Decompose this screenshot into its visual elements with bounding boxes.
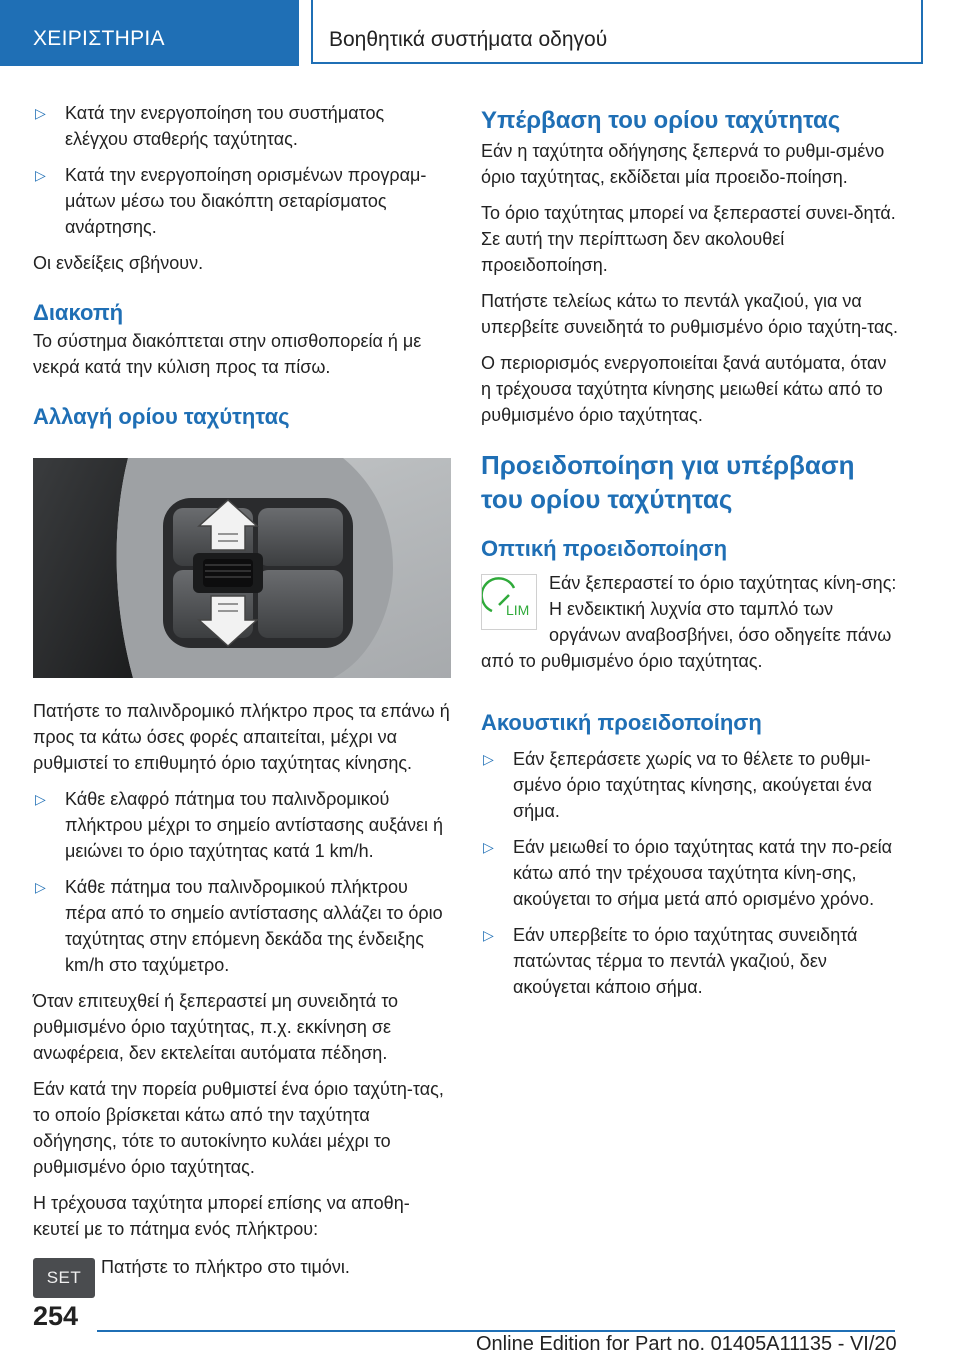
bullet-triangle-icon: ▷ <box>483 751 494 767</box>
header-section-tab <box>0 0 299 66</box>
list-item <box>33 100 451 152</box>
bullet-triangle-icon: ▷ <box>483 839 494 855</box>
warning-heading: Προειδοποίηση για υπέρβαση του ορίου ταχύτητας <box>481 450 855 514</box>
exceed-paragraph-4: Ο περιορισμός ενεργοποιείται ξανά αυτόματα, όταν η τρέχουσα ταχύτητα κίνησης μειωθεί κάτω από το ρυθμισμένο όριο ταχύτητας. <box>481 353 887 425</box>
steering-rocker-illustration <box>33 458 451 678</box>
bullet-triangle-icon: ▷ <box>483 927 494 943</box>
list-item <box>33 874 451 978</box>
footer-edition: Online Edition for Part no. 01405A11135 - VI/20 <box>476 1333 897 1355</box>
header-chapter-title: Βοηθητικά συστήματα οδηγού <box>329 28 608 51</box>
header-section-title: ΧΕΙΡΙΣΤΗΡΙΑ <box>33 27 165 50</box>
set-key-icon <box>33 1258 95 1298</box>
speed-limiter-icon <box>482 575 536 629</box>
list-item-text: Κατά την ενεργοποίηση του συστήματος ελέγχου σταθερής ταχύτητας. <box>65 103 385 149</box>
paragraph-store-speed: Η τρέχουσα ταχύτητα μπορεί επίσης να αποθη‐κευτεί με το πάτημα ενός πλήκτρου: <box>33 1193 410 1239</box>
visual-warning-text: Εάν ξεπεραστεί το όριο ταχύτητας κίνη‐σης: Η ενδεικτική λυχνία στο ταμπλό των οργάνων αναβοσβήνει, όσο οδηγείτε πάνω από το ρυθμισμένο όριο ταχύτητας. <box>481 573 897 671</box>
list-item <box>33 786 451 864</box>
exceed-paragraph-2: Το όριο ταχύτητας μπορεί να ξεπεραστεί συνει‐δητά. Σε αυτή την περίπτωση δεν ακολουθεί προειδοποίηση. <box>481 203 896 275</box>
press-rocker-text: Πατήστε το παλινδρομικό πλήκτρο προς τα επάνω ή προς τα κάτω όσες φορές απαιτείται, μέχρι να ρυθμιστεί το επιθυμητό όριο ταχύτητας κίνησης. <box>33 701 450 773</box>
list-item-text: Κάθε ελαφρό πάτημα του παλινδρομικού πλήκτρου μέχρι το σημείο αντίστασης αυξάνει ή μειώνει το όριο ταχύτητας κατά 1 km/h. <box>65 789 444 861</box>
change-limit-heading: Αλλαγή ορίου ταχύτητας <box>33 404 290 429</box>
set-key-label: SET <box>46 1268 82 1287</box>
paragraph-no-braking: Όταν επιτευχθεί ή ξεπεραστεί μη συνειδητά το ρυθμισμένο όριο ταχύτητας, π.χ. εκκίνηση σε ανωφέρεια, δεν εκτελείται αυτόματα πέδηση. <box>33 991 399 1063</box>
interruption-heading: Διακοπή <box>33 300 124 325</box>
list-item-text: Εάν μειωθεί το όριο ταχύτητας κατά την πο‐ρεία κάτω από την τρέχουσα ταχύτητα κίνη‐σης, ακούγεται το σήμα μετά από ορισμένο χρόνο. <box>513 837 893 909</box>
visual-warning-heading: Οπτική προειδοποίηση <box>481 536 728 561</box>
footer-divider <box>97 1330 895 1332</box>
header-chapter-box <box>311 0 923 64</box>
list-item-text: Εάν υπερβείτε το όριο ταχύτητας συνειδητά πατώντας τέρμα το πεντάλ γκαζιού, δεν ακούγεται κάποιο σήμα. <box>513 925 858 997</box>
exceed-limit-heading: Υπέρβαση του ορίου ταχύτητας <box>481 107 841 134</box>
list-item-text: Κατά την ενεργοποίηση ορισμένων προγραμ‐μάτων μέσω του διακόπτη σεταρίσματος ανάρτησης. <box>65 165 427 237</box>
list-item <box>481 834 899 912</box>
interruption-text: Το σύστημα διακόπτεται στην οπισθοπορεία ή με νεκρά κατά την κύλιση προς τα πίσω. <box>33 331 422 377</box>
visual-warning-row <box>481 570 899 684</box>
paragraph-coast-down: Εάν κατά την πορεία ρυθμιστεί ένα όριο ταχύτη‐τας, το οποίο βρίσκεται κάτω από την ταχύτητα οδήγησης, τότε το αυτοκίνητο κυλάει μέχρι το ρυθμισμένο όριο ταχύτητας. <box>33 1079 444 1177</box>
list-item-text: Κάθε πάτημα του παλινδρομικού πλήκτρου πέρα από το σημείο αντίστασης αλλάζει το όριο ταχύτητας στην επόμενη δεκάδα της ένδειξης km/h στο ταχύμετρο. <box>65 877 443 975</box>
bullet-triangle-icon: ▷ <box>35 105 46 121</box>
page-number: 254 <box>33 1301 79 1331</box>
acoustic-warning-heading: Ακουστική προειδοποίηση <box>481 710 762 735</box>
list-item-text: Εάν ξεπεράσετε χωρίς να το θέλετε το ρυθμι‐σμένο όριο ταχύτητας κίνησης, ακούγεται ένα σήμα. <box>513 749 872 821</box>
set-key-row <box>33 1252 451 1302</box>
right-column <box>481 104 899 1010</box>
lim-label: LIM <box>506 602 530 618</box>
steering-wheel-rocker-photo <box>33 458 451 678</box>
list-item <box>481 922 899 1000</box>
exceed-paragraph-3: Πατήστε τελείως κάτω το πεντάλ γκαζιού, για να υπερβείτε συνειδητά το ρυθμισμένο όριο ταχύτη‐τας. <box>481 291 899 337</box>
bullet-triangle-icon: ▷ <box>35 791 46 807</box>
bullet-triangle-icon: ▷ <box>35 167 46 183</box>
lim-indicator-icon <box>481 574 537 630</box>
left-column <box>33 100 451 1302</box>
set-key-text: Πατήστε το πλήκτρο στο τιμόνι. <box>101 1257 350 1277</box>
bullet-triangle-icon: ▷ <box>35 879 46 895</box>
list-item <box>481 746 899 824</box>
indicators-off-text: Οι ενδείξεις σβήνουν. <box>33 253 204 273</box>
list-item <box>33 162 451 240</box>
exceed-paragraph-1: Εάν η ταχύτητα οδήγησης ξεπερνά το ρυθμι‐σμένο όριο ταχύτητας, εκδίδεται μία προειδο‐ποίηση. <box>481 141 885 187</box>
